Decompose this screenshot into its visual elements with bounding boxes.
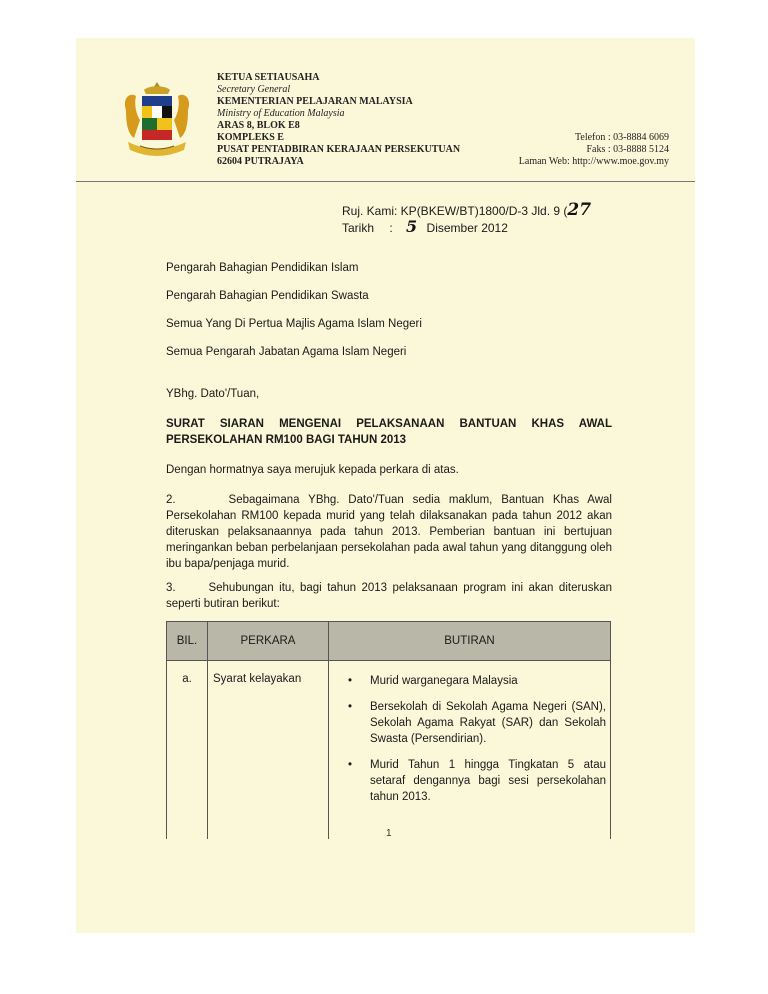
contact-block bbox=[519, 132, 669, 168]
reference-line bbox=[342, 202, 591, 219]
letterhead-block bbox=[217, 72, 460, 168]
website: Laman Web: http://www.moe.gov.my bbox=[518, 156, 669, 167]
address-line: KOMPLEKS E bbox=[217, 132, 284, 143]
telephone: Telefon : 03-8884 6069 bbox=[574, 132, 669, 143]
row-perkara: Syarat kelayakan bbox=[208, 661, 329, 839]
date-label: Tarikh bbox=[342, 221, 375, 235]
paragraph-2: 2. Sebagaimana YBhg. Dato'/Tuan sedia maklum, Bantuan Khas Awal Persekolahan RM100 kepada murid yang telah dilaksanakan pada tahun 2012 akan diteruskan pelaksanaannya pada tahun 2013. Pemberian bantuan ini bertujuan meringankan beban perbelanjaan persekolahan pada awal tahun yang ditanggung oleh ibu bapa/penjaga murid. bbox=[166, 494, 616, 570]
fax: Faks : 03-8888 5124 bbox=[586, 144, 669, 155]
list-item: • Murid warganegara Malaysia bbox=[330, 673, 606, 689]
letterhead-divider bbox=[76, 181, 695, 182]
recipient-3: Semua Yang Di Pertua Majlis Agama Islam Negeri bbox=[166, 318, 422, 330]
address-line: PUSAT PENTADBIRAN KERAJAAN PERSEKUTUAN bbox=[217, 144, 461, 155]
table-row bbox=[167, 661, 611, 839]
date-text: Disember 2012 bbox=[426, 221, 508, 235]
page-number: 1 bbox=[386, 828, 392, 839]
recipient-4: Semua Pengarah Jabatan Agama Islam Negeri bbox=[166, 346, 407, 358]
salutation: YBhg. Dato'/Tuan, bbox=[166, 388, 260, 400]
letter-page bbox=[76, 38, 695, 933]
recipient-1: Pengarah Bahagian Pendidikan Islam bbox=[166, 262, 359, 274]
subject-heading: SURAT SIARAN MENGENAI PELAKSANAAN BANTUAN KHAS AWAL PERSEKOLAHAN RM100 BAGI TAHUN 2013 bbox=[166, 418, 612, 446]
letterhead-title-en: Secretary General bbox=[217, 84, 291, 95]
column-header-bil: BIL. bbox=[167, 622, 208, 661]
coat-of-arms-logo bbox=[120, 80, 194, 162]
details-table bbox=[166, 621, 611, 839]
reference-number: Ruj. Kami: KP(BKEW/BT)1800/D-3 Jld. 9 ( bbox=[342, 204, 568, 218]
address-line: ARAS 8, BLOK E8 bbox=[217, 120, 300, 131]
letterhead-ministry-en: Ministry of Education Malaysia bbox=[217, 108, 345, 119]
list-item: • Bersekolah di Sekolah Agama Negeri (SAN), Sekolah Agama Rakyat (SAR) dan Sekolah Swasta (Persendirian). bbox=[330, 699, 606, 747]
handwritten-number: 27 bbox=[567, 200, 592, 220]
letterhead-title: KETUA SETIAUSAHA bbox=[217, 72, 320, 83]
date-line bbox=[342, 219, 508, 236]
date-separator: : bbox=[389, 221, 393, 235]
letterhead-ministry: KEMENTERIAN PELAJARAN MALAYSIA bbox=[217, 96, 413, 107]
column-header-butiran: BUTIRAN bbox=[329, 622, 611, 661]
table-header-row bbox=[167, 622, 611, 661]
list-item: • Murid Tahun 1 hingga Tingkatan 5 atau setaraf dengannya bagi sesi persekolahan tahun 2013. bbox=[330, 757, 606, 805]
paragraph-1: Dengan hormatnya saya merujuk kepada perkara di atas. bbox=[166, 464, 459, 476]
row-butiran bbox=[329, 661, 611, 839]
row-bil: a. bbox=[167, 661, 208, 839]
column-header-perkara: PERKARA bbox=[208, 622, 329, 661]
recipient-2: Pengarah Bahagian Pendidikan Swasta bbox=[166, 290, 369, 302]
address-line: 62604 PUTRAJAYA bbox=[217, 156, 304, 167]
handwritten-day: 5 bbox=[406, 217, 418, 236]
paragraph-3: 3. Sehubungan itu, bagi tahun 2013 pelaksanaan program ini akan diteruskan seperti butiran berikut: bbox=[166, 582, 616, 610]
